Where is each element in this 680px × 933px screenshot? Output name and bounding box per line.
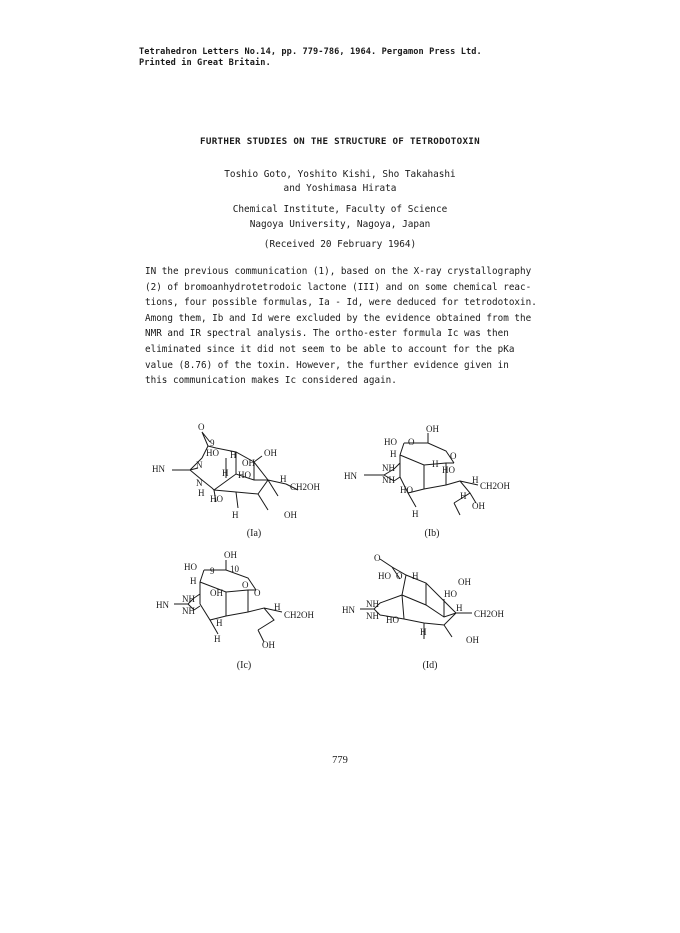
atom-label: HO <box>210 494 223 504</box>
atom-label: CH2OH <box>290 482 321 492</box>
atom-label: HO <box>444 589 457 599</box>
structure-ic <box>154 548 354 657</box>
body-line: (2) of bromoanhydrotetrodoic lactone (III) and on some chemical reac- <box>145 281 532 293</box>
atom-label: O <box>396 571 403 581</box>
atom-label: HO <box>384 437 397 447</box>
structure-ia <box>150 418 360 527</box>
body-line: this communication makes Ic considered again. <box>145 375 397 387</box>
atom-label: H <box>432 459 439 469</box>
atom-label: H <box>232 510 239 520</box>
received-date: (Received 20 February 1964) <box>263 239 417 250</box>
body-line: NMR and IR spectral analysis. The ortho-ester formula Ic was then <box>145 328 509 340</box>
atom-label: NH <box>366 611 379 621</box>
atom-label: 9 <box>210 438 215 448</box>
atom-label: 9 <box>210 566 215 576</box>
body-line: Among them, Ib and Id were excluded by the evidence obtained from the <box>145 312 532 324</box>
atom-label: H <box>472 475 479 485</box>
atom-label: O <box>374 553 381 563</box>
atom-label: H <box>190 576 197 586</box>
caption-ia: (Ia) <box>246 528 262 539</box>
atom-label: O <box>254 588 261 598</box>
atom-label: CH2OH <box>474 609 505 619</box>
atom-label: NH <box>382 475 395 485</box>
atom-label: N <box>196 478 203 488</box>
authors-line-1: Toshio Goto, Yoshito Kishi, Sho Takahashi <box>224 169 456 180</box>
body-line: value (8.76) of the toxin. However, the further evidence given in <box>145 359 509 371</box>
authors-line-2: and Yoshimasa Hirata <box>283 183 397 194</box>
atom-label: H <box>390 449 397 459</box>
atom-label: HO <box>378 571 391 581</box>
atom-label: 10 <box>230 564 239 574</box>
atom-label: H <box>214 634 221 644</box>
atom-label: HN <box>344 471 357 481</box>
atom-label: H <box>420 627 427 637</box>
atom-label: HO <box>400 485 413 495</box>
atom-label: NH <box>182 594 195 604</box>
atom-label: HN <box>342 605 355 615</box>
atom-label: H <box>274 602 281 612</box>
atom-label: O <box>198 422 205 432</box>
body-paragraph <box>145 264 545 389</box>
atom-label: H <box>456 603 463 613</box>
paper-title: FURTHER STUDIES ON THE STRUCTURE OF TETRODOTOXIN <box>200 136 480 147</box>
body-line: tions, four possible formulas, Ia - Id, were deduced for tetrodotoxin. <box>145 297 537 309</box>
atom-label: O <box>408 437 415 447</box>
atom-label: HO <box>386 615 399 625</box>
body-line: eliminated since it did not seem to be able to account for the pKa <box>145 343 515 355</box>
caption-id: (Id) <box>422 660 438 671</box>
caption-ic: (Ic) <box>236 660 252 671</box>
atom-label: H <box>216 618 223 628</box>
atom-label: HO <box>238 470 251 480</box>
atom-label: HO <box>184 562 197 572</box>
atom-label: OH <box>426 424 439 434</box>
atom-label: NH <box>182 606 195 616</box>
atom-label: OH <box>458 577 471 587</box>
atom-label: H <box>412 571 419 581</box>
atom-label: O <box>450 451 457 461</box>
atom-label: H <box>198 488 205 498</box>
atom-label: HN <box>156 600 169 610</box>
atom-label: H <box>222 468 229 478</box>
page-number: 779 <box>332 755 348 766</box>
atom-label: OH <box>284 510 297 520</box>
atom-label: N <box>196 460 203 470</box>
atom-label: CH2OH <box>480 481 511 491</box>
atom-label: OH <box>210 588 223 598</box>
body-line: IN the previous communication (1), based on the X-ray crystallography <box>145 266 532 277</box>
atom-label: O <box>242 580 249 590</box>
atom-label: OH <box>264 448 277 458</box>
atom-label: H <box>460 491 467 501</box>
atom-label: H <box>230 450 237 460</box>
printed-in: Printed in Great Britain. <box>139 58 271 68</box>
atom-label: HN <box>152 464 165 474</box>
atom-label: NH <box>366 599 379 609</box>
atom-label: NH <box>382 463 395 473</box>
caption-ib: (Ib) <box>424 528 440 539</box>
structure-ib <box>342 423 542 527</box>
affiliation-line-1: Chemical Institute, Faculty of Science <box>232 204 448 215</box>
atom-label: OH <box>466 635 479 645</box>
atom-label: OH <box>224 550 237 560</box>
atom-label: OH <box>242 458 255 468</box>
atom-label: HO <box>206 448 219 458</box>
atom-label: H <box>280 474 287 484</box>
atom-label: OH <box>472 501 485 511</box>
journal-header: Tetrahedron Letters No.14, pp. 779-786, 1964. Pergamon Press Ltd. <box>139 47 482 57</box>
atom-label: HO <box>442 465 455 475</box>
atom-label: CH2OH <box>284 610 315 620</box>
atom-label: OH <box>262 640 275 650</box>
affiliation-line-2: Nagoya University, Nagoya, Japan <box>249 219 431 230</box>
structure-id <box>340 553 540 657</box>
atom-label: H <box>412 509 419 519</box>
